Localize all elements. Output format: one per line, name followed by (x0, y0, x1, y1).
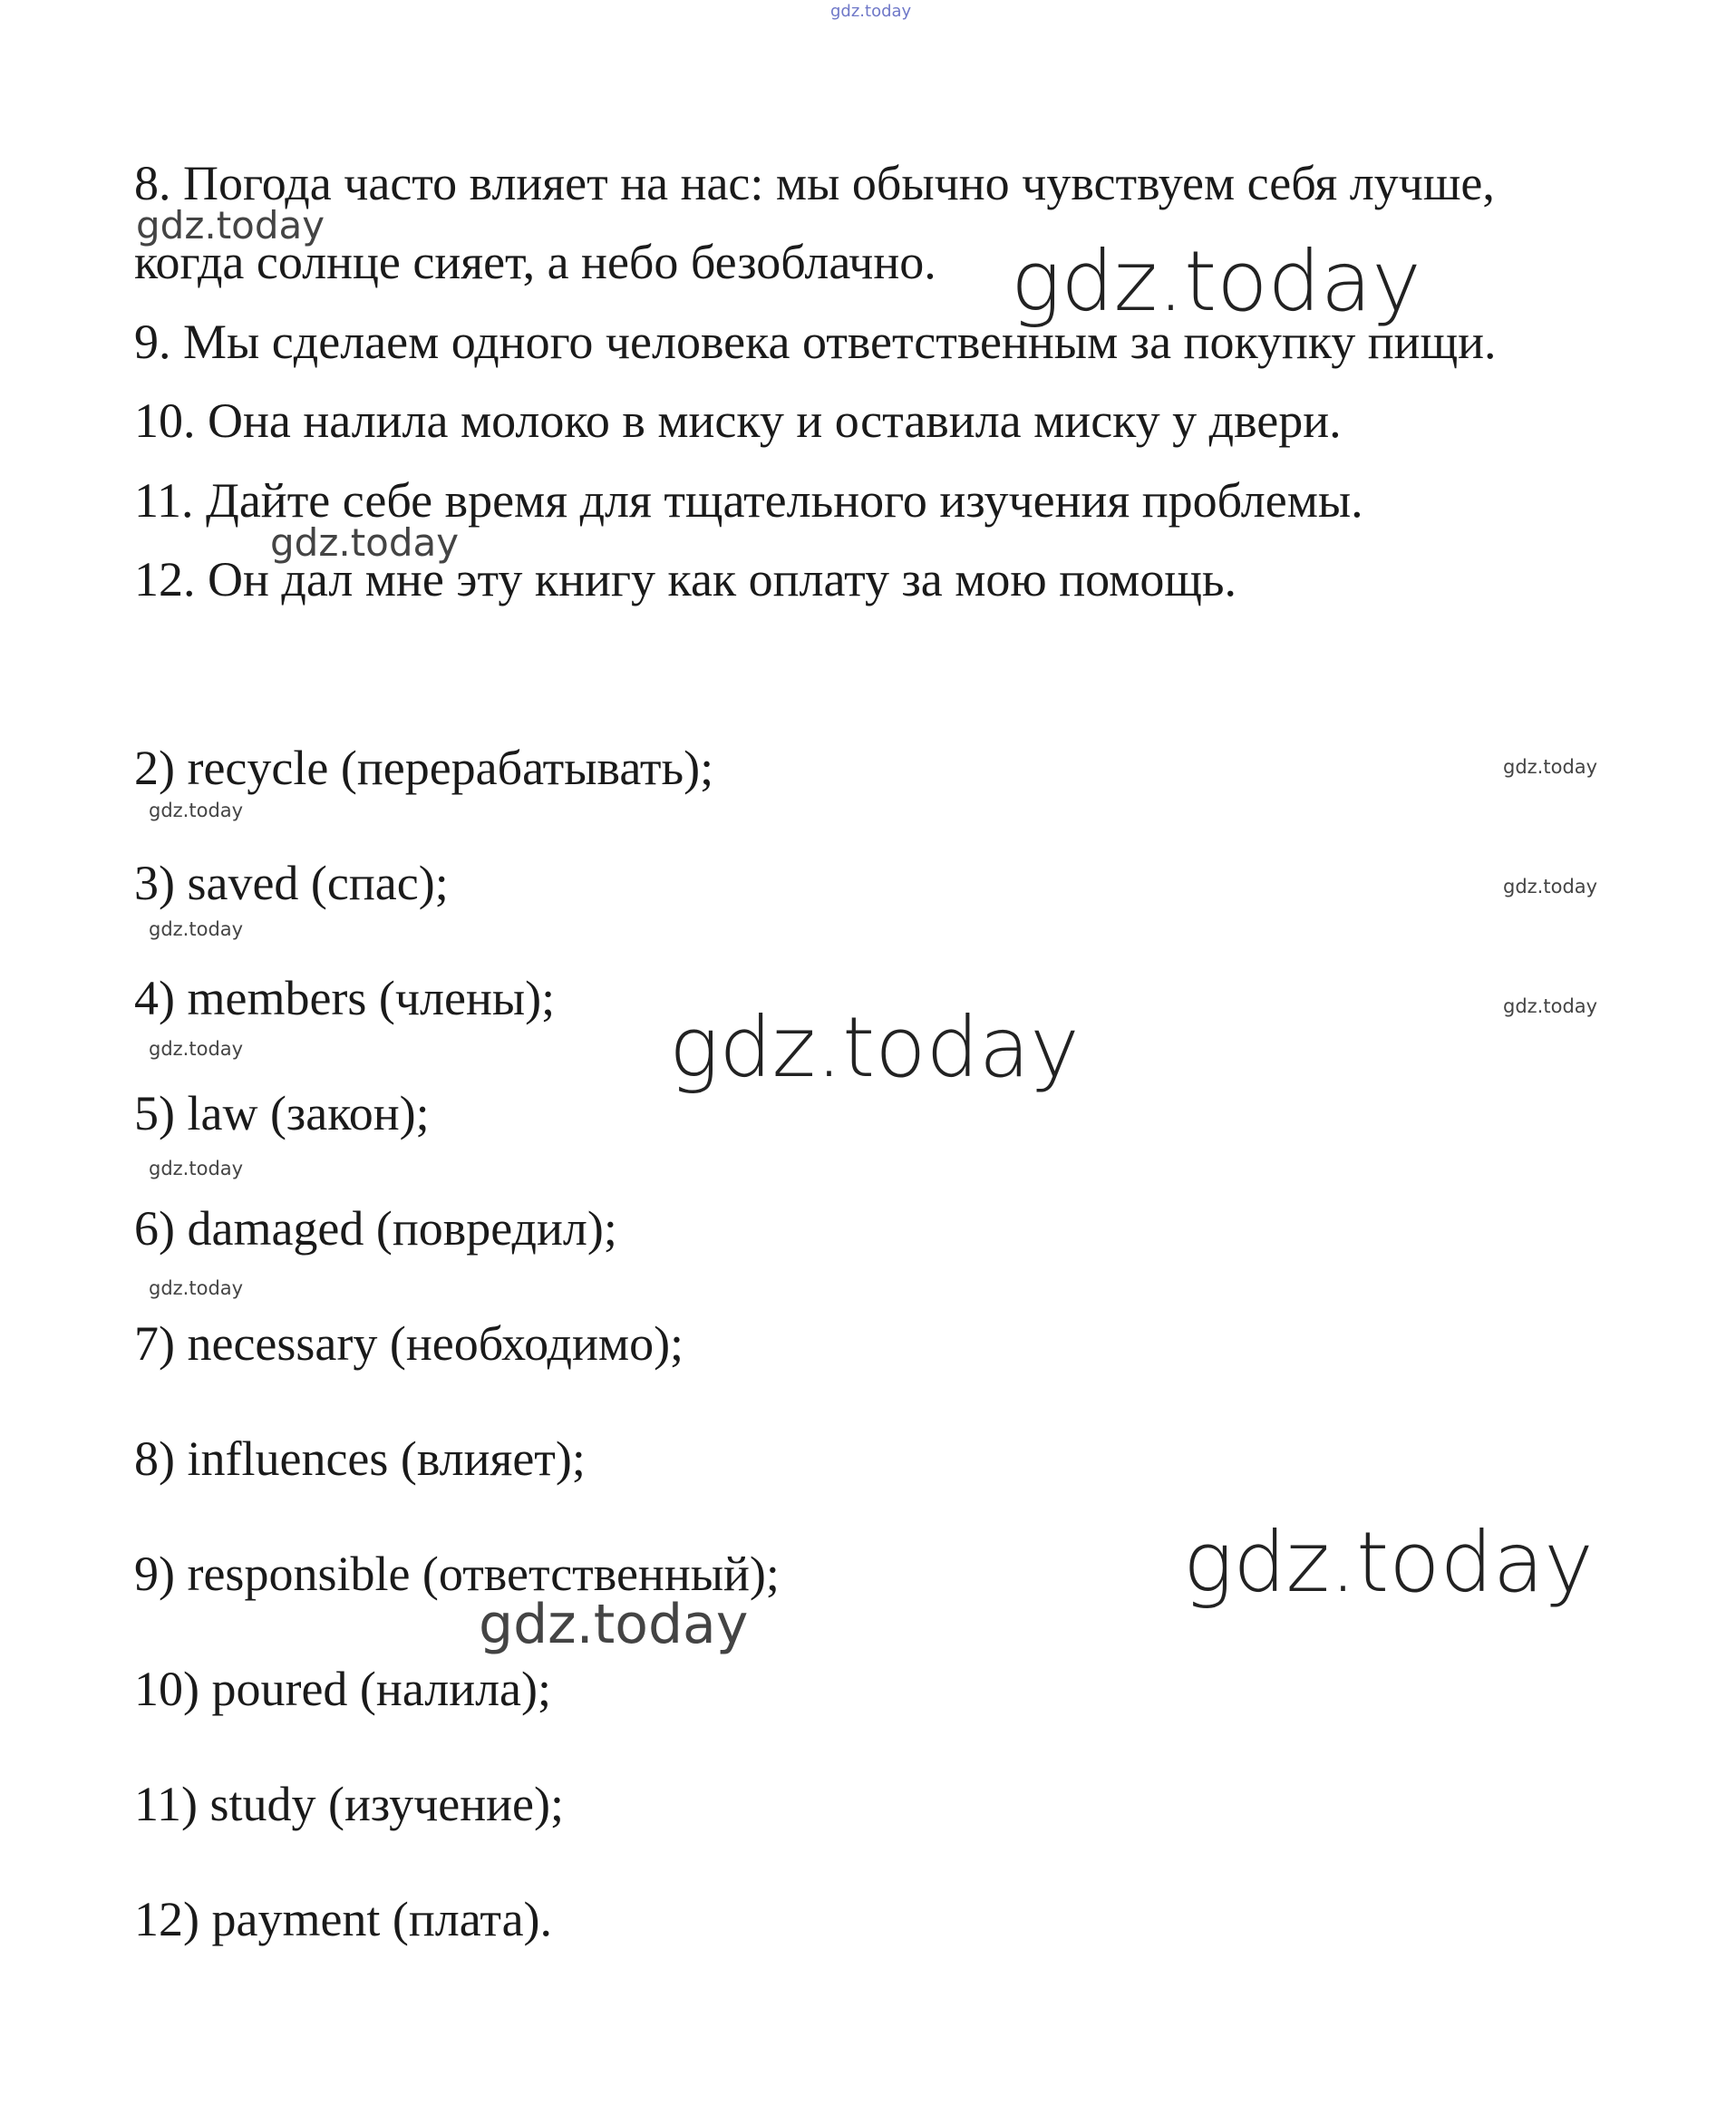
answer-9: 9) responsible (ответственный); (134, 1547, 780, 1601)
watermark-tiny-right-3: gdz.today (1503, 995, 1598, 1017)
watermark-top: gdz.today (830, 2, 912, 21)
watermark-mid-2: gdz.today (270, 520, 460, 565)
watermark-tiny-left-5: gdz.today (149, 1277, 244, 1299)
answer-8: 8) influences (влияет); (134, 1431, 586, 1486)
translation-10: 10. Она налила молоко в миску и оставила миску у двери. (134, 393, 1342, 448)
answer-7: 7) necessary (необходимо); (134, 1316, 684, 1371)
watermark-tiny-left-2: gdz.today (149, 918, 244, 940)
watermark-tiny-left-4: gdz.today (149, 1158, 244, 1179)
watermark-big-2: gdz.today (669, 999, 1080, 1096)
answer-11: 11) study (изучение); (134, 1777, 564, 1831)
answer-3: 3) saved (спас); (134, 856, 449, 910)
answer-4: 4) members (члены); (134, 971, 556, 1025)
watermark-tiny-right-1: gdz.today (1503, 756, 1598, 778)
answer-10: 10) poured (налила); (134, 1662, 552, 1716)
answer-2: 2) recycle (перерабатывать); (134, 741, 714, 795)
watermark-big-1: gdz.today (1011, 233, 1421, 330)
answer-5: 5) law (закон); (134, 1086, 430, 1140)
translation-9: 9. Мы сделаем одного человека ответственным за покупку пищи. (134, 315, 1497, 369)
answer-6: 6) damaged (повредил); (134, 1201, 617, 1256)
answer-12: 12) payment (плата). (134, 1892, 553, 1946)
watermark-big-3: gdz.today (1183, 1514, 1594, 1611)
watermark-mid-3: gdz.today (479, 1593, 749, 1656)
watermark-mid-1: gdz.today (136, 203, 325, 247)
watermark-tiny-right-2: gdz.today (1503, 876, 1598, 897)
translation-8-line2: когда солнце сияет, а небо безоблачно. (134, 235, 936, 289)
watermark-tiny-left-1: gdz.today (149, 800, 244, 821)
translation-8-line1: 8. Погода часто влияет на нас: мы обычно чувствуем себя лучше, (134, 156, 1495, 210)
translation-11: 11. Дайте себе время для тщательного изучения проблемы. (134, 473, 1363, 528)
translation-12: 12. Он дал мне эту книгу как оплату за мою помощь. (134, 552, 1237, 606)
watermark-tiny-left-3: gdz.today (149, 1038, 244, 1060)
